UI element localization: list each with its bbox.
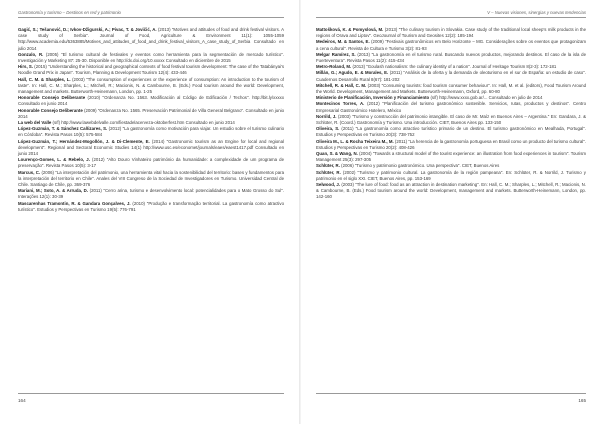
reference-author: Millán, G.; Agudo, E. & Morales, E. [316, 70, 389, 76]
reference-entry [316, 182, 586, 201]
footer-rule [18, 393, 284, 394]
reference-entry [316, 114, 586, 126]
reference-author: Montecinos Torres, A. [316, 101, 365, 107]
reference-text: (2013) "La gastronomía en el turismo rural. Buscando nuevos productos, mejorando destinos. El caso de la isla de Fuerteventura". Revista Pasos 11(2): 415-434 [316, 51, 586, 64]
right-page [300, 0, 600, 424]
running-head: V – Nuevas visiones, sinergias y nuevas tendencias [487, 10, 586, 15]
reference-entry [18, 27, 284, 52]
reference-author: Lourenço-Gomes, L. & Rebelo, J. [18, 157, 90, 163]
reference-author: Norrild, J. [316, 113, 337, 119]
header-rule [18, 17, 284, 18]
reference-entry [316, 139, 586, 151]
reference-author: Mattošková, K. & Pomyslová, M. [316, 27, 384, 32]
reference-author: Mitchell, R. & Hall, C. M. [316, 82, 367, 88]
reference-text: (2010) "Ordenanza No. 1563. Modificación al Código de Edificación / Techos". http://bit.ly/xxxxx Consultado en junio 2014 [18, 95, 285, 107]
reference-list [316, 27, 586, 201]
reference-author: Honorable Consejo Deliberante [18, 95, 86, 101]
reference-list [18, 27, 284, 213]
reference-text: (2012) "Planificación del turismo gastronómico sostenible. Servicios, rutas, productos y destinos". Centro Empresarial Gastronómico Hotelero, México [316, 101, 586, 113]
header-rule [316, 17, 586, 18]
reference-text: (2003) "Consuming tourists: food tourism consumer behaviour". In: Hall, M. et al. (editors), Food Tourism Around the World. Development, Management and Markets. Butterworth-Heinemann, Oxford, pp. 60-80 [316, 82, 586, 95]
reference-author: Medeiros, M. & Santos, E. [316, 39, 370, 45]
reference-author: Melgar Ramírez, S. [316, 51, 356, 57]
reference-author: Hirs, S. [18, 64, 33, 70]
reference-author: Hall, C. M. & Sharples, L. [18, 76, 71, 82]
page-number: 164 [18, 398, 26, 403]
reference-text: (2002) "Turismo y patrimonio cultural. La gastronomía de la región pampeana". En: Schlüter, R. & Norrild, J. Turismo y patrimonio en el siglo XXI. CIET, Buenos Aires, pp. 153-169 [316, 169, 586, 181]
reference-text: (2003) "Turismo y construcción del patrimonio intangible. El caso de Mr. Maíz en Buenos Aires – Argentina." En: Gandara, J. & Schlüter, R. (Coord.) Gastronomía y Turismo. Una introducción. CIET, Buenos Aires pp. 133-150 [316, 113, 586, 126]
reference-author: López-Guzmán, T. & Sánchez Cañizares, S. [18, 126, 108, 132]
reference-entry [316, 39, 586, 51]
reference-author: Gagić, S.; Tešanović, D.; Ivkov-Džigurski, A.; Pivac, T. & Jovičić, A. [18, 27, 157, 32]
reference-author: Gonzalo, R. [18, 51, 44, 57]
reference-text: (2011) "Cerro arina, turismo e desenvolvimento local: potencialidades para o Mato Grosso do Sul". Interações 12(1): 30-39 [18, 188, 284, 200]
reference-author: Oliveira, S. [316, 126, 340, 132]
reference-entry [18, 77, 284, 96]
reference-text: (2009) "Festivais gastronômicos em Belo Horizonte – MG. Considerações sobre os eventos que protagonizam a cena cultural". Revista de Cultura e Turismo 3(2): 81-93 [316, 39, 587, 51]
reference-entry [316, 70, 586, 82]
reference-text: (2014) "Gastronomic tourism as an Engine for local and regional development". Regional and Sectoral Economic Studies 14(1) http://www.usc.es/economet/journals/eaes/eaest1417.pdf Consultado en junio 2014 [18, 138, 284, 157]
reference-text: (2011) "La gastronomía como atractivo turístico primario de un destino. El turismo gastronómico en Mealhada, Portugal". Estudios y Perspectivas en Turismo 20(3): 738-752 [316, 126, 586, 138]
reference-entry [18, 188, 284, 200]
reference-text: (2013) "Motives and attitudes of food and drink festival visitors. A case study of Serbia". Journal of Food, Agriculture & Environment 11(1): 1055-1059 http://www.academia.edu/5363885/Motives_and_attitudes_of_food_and_drink_festival_visitors_A_case_study_of_Serbia Consultado en julio 2014 [18, 27, 285, 51]
reference-author: Honorable Consejo Deliberante [18, 107, 83, 113]
reference-author: Mariani, M.; Soto, A. & Arruda, D. [18, 188, 89, 194]
reference-text: (2006) "La interpretación del patrimonio, una herramienta vital hacia la sostenibilidad del territorio: bases y fundamentos para la interpretación del territorio en Chile". Anales del VIII Congreso de la Sociedad de Investigadores en Turismo. Universidad Central de Chile. Santiago de Chile, pp. 369-376 [18, 169, 284, 188]
reference-entry [18, 157, 284, 169]
running-head: Gastronomía y turismo – Destinos en red y patrimonio [18, 10, 121, 15]
reference-entry [316, 52, 586, 64]
reference-author: Marcus, C. [18, 169, 41, 175]
reference-author: Selwood, J. [316, 182, 341, 188]
reference-entry [18, 126, 284, 138]
reference-entry [316, 27, 586, 39]
reference-text: (2011) "Análisis de la oferta y la demanda de oleoturismo en el sur de España: un estudio de caso". Cuadernos Desarrollo Rural 8(67): 181-202 [316, 70, 586, 82]
reference-entry [18, 139, 284, 158]
reference-entry [18, 201, 284, 213]
reference-author: López-Guzmán, T.; Hernández-Mogollón, J. & Di-Clemente, E. [18, 138, 150, 144]
reference-entry [18, 95, 284, 107]
reference-entry [316, 101, 586, 113]
reference-text: (2003) "The lure of food: food as an attraction in destination marketing". En: Hall, C. M.; Sharples, L.; Mitchell, R.; Macionis, N. & Cambourne, B. (Eds.) Food tourism around the world: Development, management and markets. Butterworth-Heinemann, London, pp. 142-160 [316, 182, 586, 200]
reference-entry [18, 108, 284, 120]
reference-author: Schlüter, R. [316, 169, 341, 175]
reference-text: (2011) "La herencia de la gastronomía portuguesa en Brasil como un producto del turismo cultural". Estudios y Perspectivas en Turismo 20(2): 408-426 [316, 138, 586, 150]
page-number: 165 [578, 398, 586, 403]
reference-entry [18, 52, 284, 64]
reference-entry [18, 170, 284, 189]
reference-text: (s/f) http://www.lawebdelvalle.com/fiestadelacerveza-oktoberfest.htm Consultado en junio 2014 [52, 120, 235, 126]
reference-entry [316, 151, 586, 163]
reference-author: Schlüter, R. [316, 163, 340, 169]
reference-text: (2009) "Ordenanza No. 1565. Preservación Patrimonial de Villa General Belgrano". Consultado en junio 2014 [18, 107, 284, 119]
reference-text: (s/f) http://www.xxxx.gob.ar/... Consultado en julio de 2014 [430, 95, 543, 101]
reference-author: Mascarenhas Tramontin, R. & Gandara Gonçalves, J. [18, 200, 131, 206]
reference-text: (2005) "El turismo cultural de festivales y eventos como herramienta para la segmentación de mercado turístico". Investigación y Marketing 87: 25-30. Disponible en http://dx.doi.org/10.xxxxx Consultado en diciembre de 2015 [18, 51, 284, 64]
reference-text: (2013) "The culinary tourism in Slovakia. Case study of the traditional local sheep's milk products in the regions of Orava and Liptov". GeoJournal of Tourism and Geosites 12(2): 185-194 [316, 27, 586, 39]
reference-entry [316, 126, 586, 138]
reference-text: (2006) "Turismo y patrimonio gastronómico. Una perspectiva". CIET, Buenos Aires [341, 163, 500, 169]
reference-text: (2013) "Goulash nationalism: the culinary identity of a nation". Journal of Heritage Tourism 8(2-3): 172-181 [352, 64, 557, 70]
reference-entry [316, 83, 586, 95]
reference-author: Quan, S. & Wang, N. [316, 151, 358, 157]
reference-entry [18, 64, 284, 76]
reference-author: Oliveira M., L. & Rocha Teixeira M., M. [316, 138, 394, 144]
reference-author: Metro-Roland, M. [316, 64, 352, 70]
reference-text: (2010) "Produção e transformação territorial. La gastronomía como atractivo turístico". Estudios y Perspectivas en Turismo 19(5): 776-791 [18, 200, 284, 212]
reference-text: (2012) "La gastronomía como motivación para viajar. Un estudio sobre el turismo culinario en Córdoba". Revista Pasos 10(5): 575-584 [18, 126, 284, 138]
reference-text: (2003) "The consumption of experiences or the experience of consumption: An introduction to the tourism of taste". In: Hall, C. M.; Sharples, L.; Mitchell, R.; Macionis, N. & Cambourne, B. (Eds.) Food tourism around the world: Development, management and markets. Butterworth-Heinemann, London, pp. 1-25 [18, 76, 284, 95]
reference-text: (2012) "Alto Douro Vinhateiro património da humanidade: a complexidade de um programa de preservação". Revista Pasos 10(5): 3-17 [18, 157, 284, 169]
reference-text: (2004) "Towards a structural model of the tourist experience: an illustration from food experiences in tourism". Tourism Management 25(3): 297-305 [316, 151, 586, 163]
reference-author: Ministerio de Planificación, Inversión y Financiamiento [316, 95, 430, 101]
reference-entry [316, 170, 586, 182]
footer-rule [316, 393, 586, 394]
reference-author: La web del Valle [18, 120, 52, 126]
reference-text: (2015) "Understanding the historical and geographical contexts of food festival tourism development: The case of the Tatabányai's Noodle Grand Prix in Japan". Tourism, Planning & Development Tourism 12(4): 433-446 [18, 64, 284, 76]
